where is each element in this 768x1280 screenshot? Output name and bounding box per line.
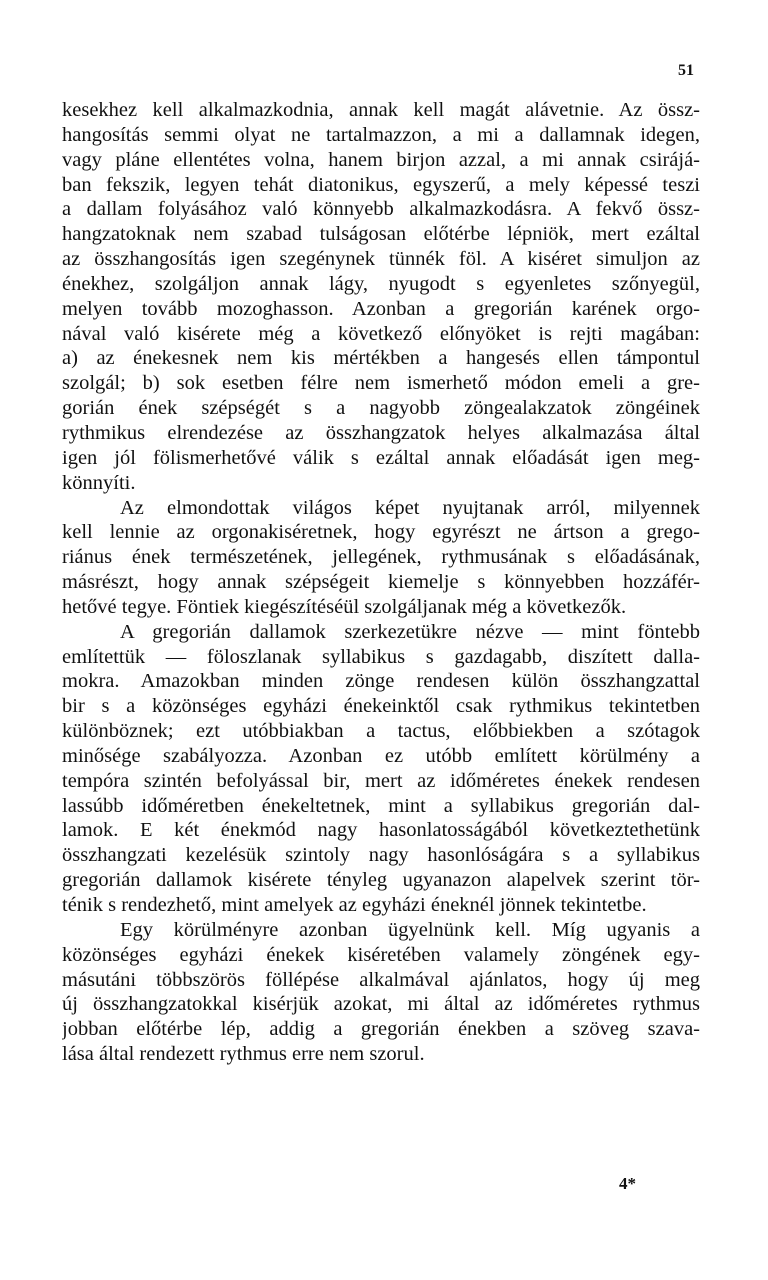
text-line: lása által rendezett rythmus erre nem szorul. xyxy=(62,1043,425,1066)
text-line: gorián ének szépségét s a nagyobb zöngealakzatok zöngéinek xyxy=(62,397,700,420)
text-line: énekhez, szolgáljon annak lágy, nyugodt s egyenletes szőnyegül, xyxy=(62,272,700,295)
text-line: melyen tovább mozoghasson. Azonban a gregorián karének orgo- xyxy=(62,297,700,320)
text-line: rythmikus elrendezése az összhangzatok helyes alkalmazása által xyxy=(62,421,700,444)
text-line: az összhangosítás igen szegénynek tünnék föl. A kiséret simuljon az xyxy=(62,248,700,271)
text-line: minősége szabályozza. Azonban ez utóbb említett körülmény a xyxy=(62,744,700,767)
text-line: szolgál; b) sok esetben félre nem ismerhető módon emeli a gre- xyxy=(62,372,700,395)
text-line: jobban előtérbe lép, addig a gregorián énekben a szöveg szava- xyxy=(62,1018,700,1041)
text-line: említettük — föloszlanak syllabikus s gazdagabb, diszített dalla- xyxy=(62,645,700,668)
text-line: a) az énekesnek nem kis mértékben a hangesés ellen támpontul xyxy=(62,347,700,370)
text-line: kesekhez kell alkalmazkodnia, annak kell magát alávetnie. Az össz- xyxy=(62,99,700,121)
text-line: könnyíti. xyxy=(62,471,136,494)
text-line: igen jól fölismerhetővé válik s ezáltal annak előadását igen meg- xyxy=(62,446,700,469)
text-line: vagy pláne ellentétes volna, hanem birjon azzal, a mi annak csirájá- xyxy=(62,148,700,171)
text-line: Az elmondottak világos képet nyujtanak arról, milyennek xyxy=(120,496,700,519)
text-line: tempóra szintén befolyással bir, mert az időméretes énekek rendesen xyxy=(62,769,700,792)
text-line: hangzatoknak nem szabad tulságosan előtérbe lépniök, mert ezáltal xyxy=(62,223,700,246)
text-line: különböznek; ezt utóbbiakban a tactus, előbbiekben a szótagok xyxy=(62,720,700,743)
text-line: hetővé tegye. Föntiek kiegészítéséül szolgáljanak még a következők. xyxy=(62,595,627,618)
text-line: a dallam folyásához való könnyebb alkalmazkodásra. A fekvő össz- xyxy=(62,198,700,221)
signature-mark: 4* xyxy=(619,1174,636,1193)
text-line: másutáni többszörös föllépése alkalmával ajánlatos, hogy új meg xyxy=(62,968,700,991)
text-line: másrészt, hogy annak szépségeit kiemelje s könnyebben hozzáfér- xyxy=(62,571,700,594)
text-line: ban fekszik, legyen tehát diatonikus, egyszerű, a mely képessé teszi xyxy=(62,173,700,196)
text-line: lamok. E két énekmód nagy hasonlatosságából következtethetünk xyxy=(62,819,700,842)
text-line: lassúbb időméretben énekeltetnek, mint a syllabikus gregorián dal- xyxy=(62,794,700,817)
text-line: A gregorián dallamok szerkezetükre nézve — mint föntebb xyxy=(120,620,700,643)
text-line: hangosítás semmi olyat ne tartalmazzon, a mi a dallamnak idegen, xyxy=(62,123,700,146)
body-text xyxy=(62,98,700,1067)
text-line: új összhangzatokkal kisérjük azokat, mi által az időméretes rythmus xyxy=(62,993,700,1016)
page-number: 51 xyxy=(678,62,694,79)
text-line: mokra. Amazokban minden zönge rendesen külön összhangzattal xyxy=(62,670,700,693)
text-line: gregorián dallamok kisérete tényleg ugyanazon alapelvek szerint tör- xyxy=(62,869,700,892)
text-line: riánus ének természetének, jellegének, rythmusának s előadásának, xyxy=(62,546,700,569)
text-line: bir s a közönséges egyházi énekeinktől csak rythmikus tekintetben xyxy=(62,695,700,718)
text-line: ténik s rendezhető, mint amelyek az egyházi éneknél jönnek tekintetbe. xyxy=(62,894,647,916)
text-line: nával való kisérete még a következő előnyöket is rejti magában: xyxy=(62,322,700,345)
text-line: közönséges egyházi énekek kiséretében valamely zöngének egy- xyxy=(62,943,700,966)
text-line: összhangzati kezelésük szintoly nagy hasonlóságára s a syllabikus xyxy=(62,844,700,867)
text-line: Egy körülményre azonban ügyelnünk kell. Míg ugyanis a xyxy=(120,918,700,941)
text-line: kell lennie az orgonakiséretnek, hogy egyrészt ne ártson a grego- xyxy=(62,521,700,544)
